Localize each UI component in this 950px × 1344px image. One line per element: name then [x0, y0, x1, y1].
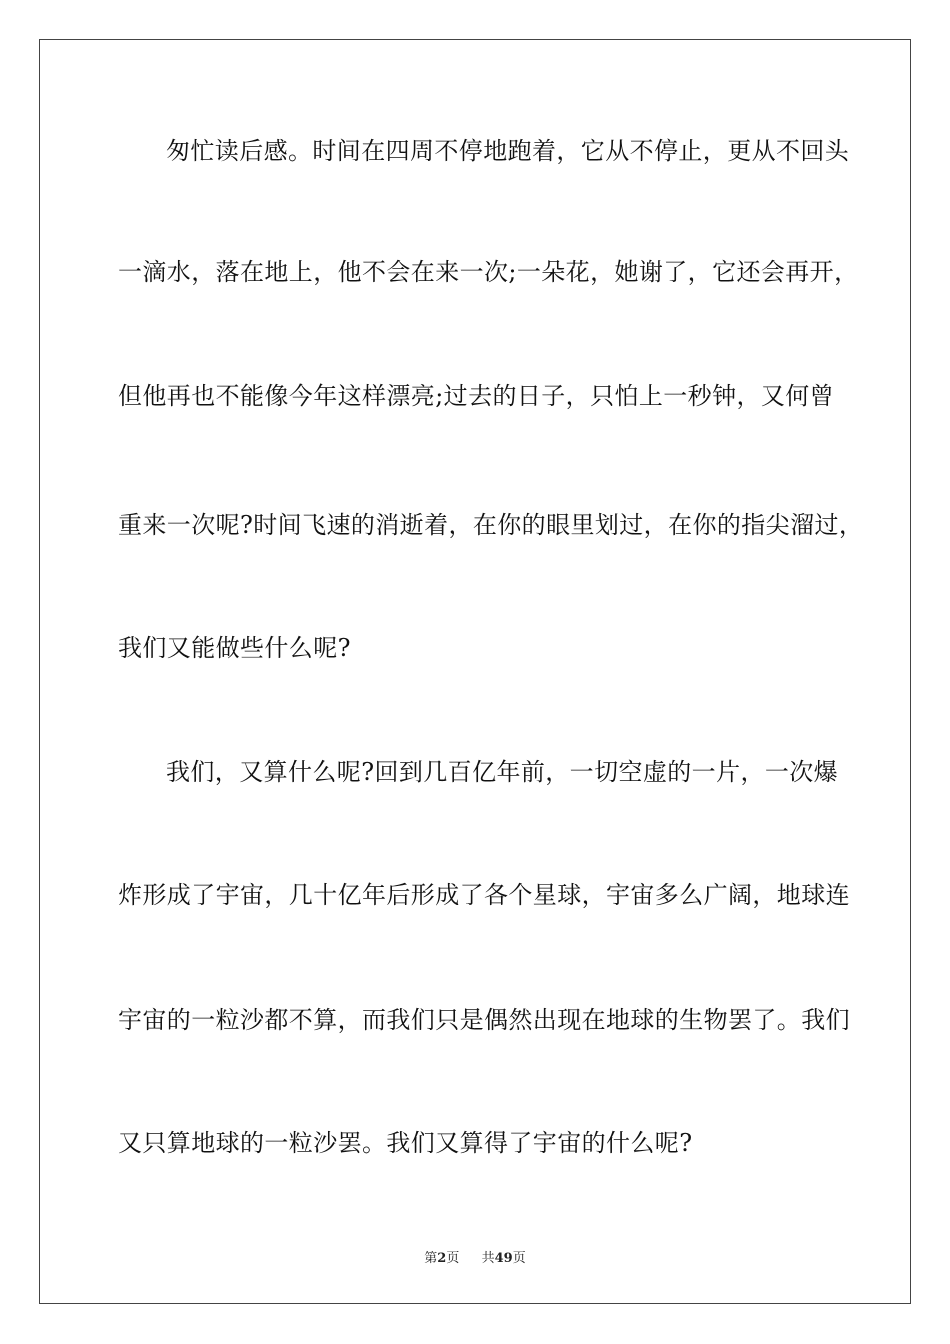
total-suffix: 页 — [512, 1251, 526, 1266]
total-pages: 49 — [494, 1251, 513, 1266]
page-prefix: 第 — [424, 1251, 438, 1266]
paragraph-1-line-3: 但他再也不能像今年这样漂亮;过去的日子，只怕上一秒钟，又何曾 — [118, 382, 835, 410]
paragraph-1-line-5: 我们又能做些什么呢? — [118, 634, 351, 662]
paragraph-2-line-1: 我们，又算什么呢?回到几百亿年前，一切空虚的一片，一次爆 — [166, 758, 839, 786]
total-prefix: 共 — [481, 1251, 495, 1266]
paragraph-1-line-1: 匆忙读后感。时间在四周不停地跑着，它从不停止，更从不回头 — [166, 137, 850, 165]
paragraph-1-line-4: 重来一次呢?时间飞速的消逝着，在你的眼里划过，在你的指尖溜过， — [118, 511, 864, 539]
paragraph-2-line-3: 宇宙的一粒沙都不算，而我们只是偶然出现在地球的生物罢了。我们 — [118, 1006, 850, 1034]
page-frame — [39, 39, 911, 1304]
paragraph-2-line-4: 又只算地球的一粒沙罢。我们又算得了宇宙的什么呢? — [118, 1129, 693, 1157]
paragraph-2-line-2: 炸形成了宇宙，几十亿年后形成了各个星球，宇宙多么广阔，地球连 — [118, 881, 850, 909]
paragraph-1-line-2: 一滴水，落在地上，他不会在来一次;一朵花，她谢了，它还会再开， — [118, 258, 859, 286]
page-footer — [0, 1247, 950, 1266]
page-number: 2 — [437, 1251, 447, 1266]
page-suffix: 页 — [446, 1251, 460, 1266]
